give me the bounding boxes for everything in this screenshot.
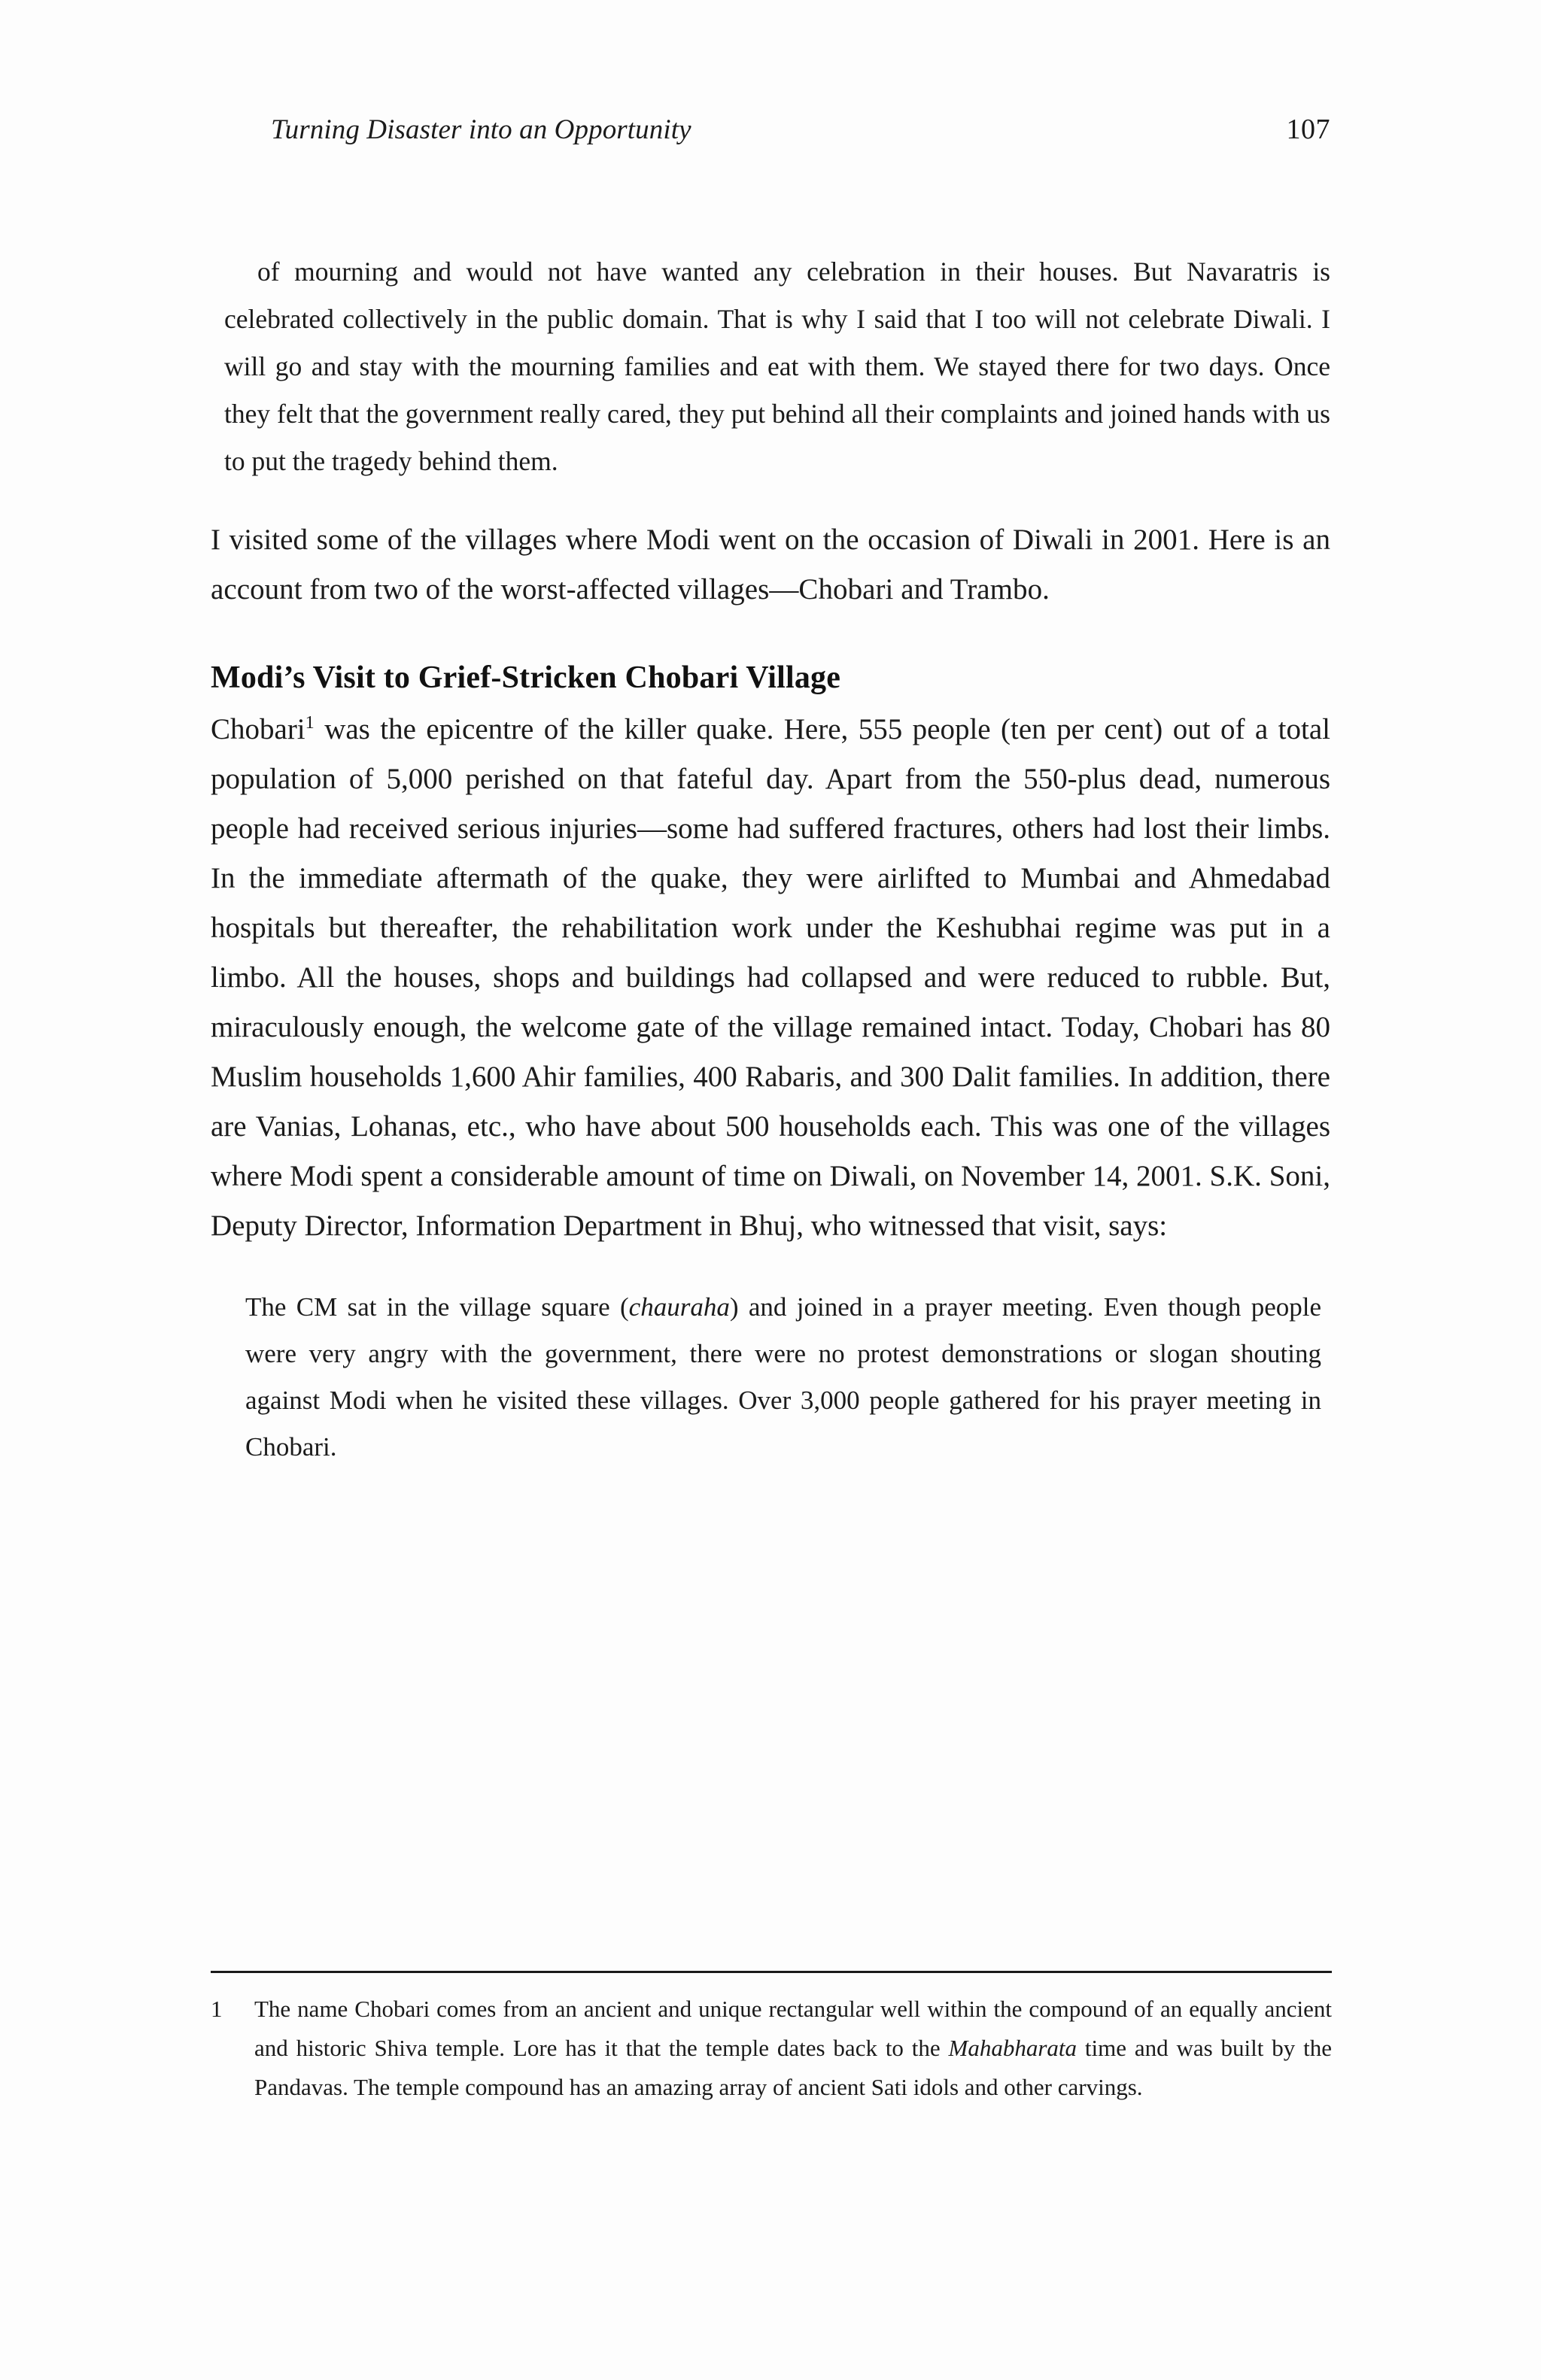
- paragraph-two: I visited some of the villages where Modi went on the occasion of Diwali in 2001. Here is an account from two of the worst-affected villages—Chobari and Trambo.: [211, 524, 1330, 606]
- section-heading: Modi’s Visit to Grief-Stricken Chobari Village: [211, 660, 841, 695]
- footnote-text-before: The name Chobari comes from an ancient and unique rectangular well within the compound of an equally ancient and historic Shiva temple. Lore has it that the temple dates back to the: [254, 1996, 1332, 2061]
- extract-paragraph: [245, 1284, 1321, 1471]
- extract-italic-term: chauraha: [628, 1292, 730, 1322]
- footnote-area: [211, 1971, 1332, 2107]
- extract-text-after: ) and joined in a prayer meeting. Even though people were very angry with the government, there were no protest demonstrations or slogan shouting against Modi when he visited these villages. Over 3,000 people gathered for his prayer meeting in Chobari.: [245, 1292, 1321, 1462]
- paragraph-three: [211, 705, 1330, 1251]
- running-head: [211, 113, 1330, 158]
- footnote-text: [254, 1990, 1332, 2107]
- paragraph-three-lead: Chobari: [211, 713, 305, 745]
- text-block: [211, 248, 1330, 1471]
- block-quote-extract: [245, 1284, 1321, 1471]
- paragraph-continued: of mourning and would not have wanted any celebration in their houses. But Navaratris is celebrated collectively in the public domain. That is why I said that I too will not celebrate Diwali. I will go and stay with the mourning families and eat with them. We stayed there for two days. Once they felt that the government really cared, they put behind all their complaints and joined hands with us to put the tragedy behind them.: [224, 257, 1330, 476]
- footnote-separator-rule: [211, 1971, 1332, 1973]
- footnote-entry: [211, 1990, 1332, 2107]
- running-head-title: Turning Disaster into an Opportunity: [271, 114, 691, 145]
- extract-text-before: The CM sat in the village square (: [245, 1292, 629, 1322]
- footnote-reference-marker: 1: [305, 712, 315, 733]
- footnote-italic-term: Mahabharata: [948, 2035, 1077, 2061]
- page-number: 107: [1286, 114, 1330, 145]
- paragraph-three-rest: was the epicentre of the killer quake. Here, 555 people (ten per cent) out of a total population of 5,000 perished on that fateful day. Apart from the 550-plus dead, numerous people had received serious injuries—some had suffered fractures, others had lost their limbs. In the immediate aftermath of the quake, they were airlifted to Mumbai and Ahmedabad hospitals but thereafter, the rehabilitation work under the Keshubhai regime was put in a limbo. All the houses, shops and buildings had collapsed and were reduced to rubble. But, miraculously enough, the welcome gate of the village remained intact. Today, Chobari has 80 Muslim households 1,600 Ahir families, 400 Rabaris, and 300 Dalit families. In addition, there are Vanias, Lohanas, etc., who have about 500 households each. This was one of the villages where Modi spent a considerable amount of time on Diwali, on November 14, 2001. S.K. Soni, Deputy Director, Information Department in Bhuj, who witnessed that visit, says:: [211, 713, 1330, 1242]
- footnote-number: 1: [211, 1996, 223, 2022]
- footnote-text-after: time and was built by the Pandavas. The temple compound has an amazing array of ancient Sati idols and other carvings.: [254, 2035, 1332, 2100]
